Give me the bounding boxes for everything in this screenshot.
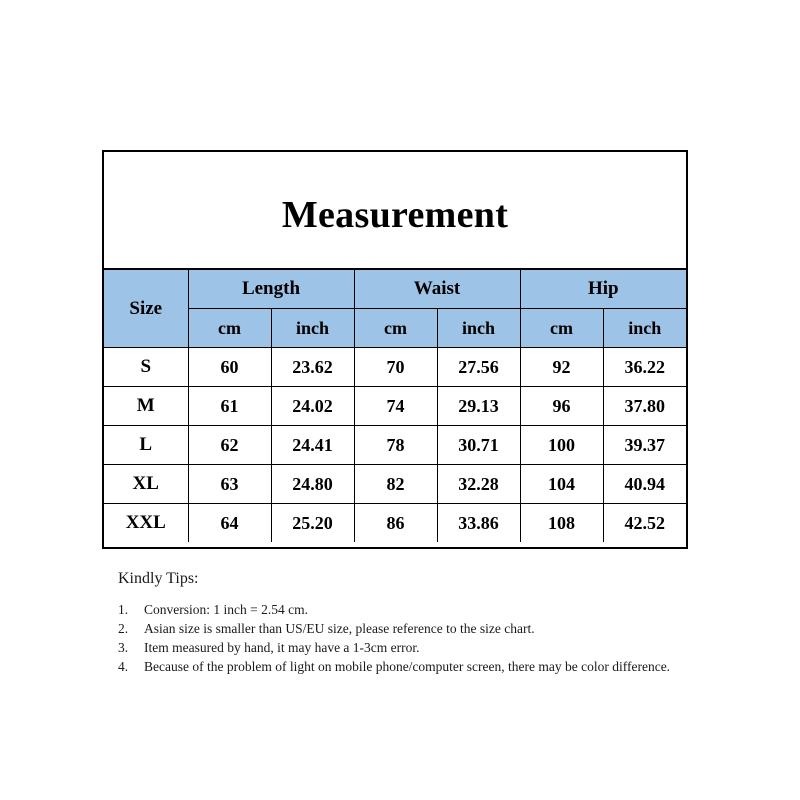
table-cell: 64: [188, 504, 271, 543]
table-row: [104, 465, 686, 504]
table-row: [104, 387, 686, 426]
table-cell: 63: [188, 465, 271, 504]
table-cell: 33.86: [437, 504, 520, 543]
unit-header-row: [104, 309, 686, 348]
group-header-waist: Waist: [354, 270, 520, 309]
tip-text: Because of the problem of light on mobile phone/computer screen, there may be color difference.: [144, 659, 671, 674]
tips-list: [118, 600, 698, 676]
table-cell: 25.20: [271, 504, 354, 543]
unit-header: cm: [354, 309, 437, 348]
group-header-row: [104, 270, 686, 309]
table-cell: 62: [188, 426, 271, 465]
tips-title: Kindly Tips:: [118, 570, 199, 587]
unit-header: inch: [603, 309, 686, 348]
table-cell: 37.80: [603, 387, 686, 426]
unit-header: inch: [271, 309, 354, 348]
size-cell: L: [104, 426, 188, 465]
unit-header: cm: [520, 309, 603, 348]
size-cell: XL: [104, 465, 188, 504]
table-cell: 78: [354, 426, 437, 465]
tip-text: Conversion: 1 inch = 2.54 cm.: [144, 602, 308, 617]
title-row: [104, 152, 686, 270]
table-cell: 40.94: [603, 465, 686, 504]
table-cell: 27.56: [437, 348, 520, 387]
table-cell: 86: [354, 504, 437, 543]
unit-header: cm: [188, 309, 271, 348]
table-cell: 24.41: [271, 426, 354, 465]
table-cell: 29.13: [437, 387, 520, 426]
table-cell: 39.37: [603, 426, 686, 465]
size-header: Size: [104, 270, 188, 348]
size-chart: [102, 150, 688, 549]
size-cell: XXL: [104, 504, 188, 543]
tip-number: 3.: [118, 640, 129, 655]
chart-title: Measurement: [281, 194, 509, 236]
list-item: [118, 657, 698, 676]
unit-header: inch: [437, 309, 520, 348]
table-cell: 82: [354, 465, 437, 504]
measurement-table: [104, 270, 686, 542]
table-cell: 42.52: [603, 504, 686, 543]
table-cell: 23.62: [271, 348, 354, 387]
table-cell: 32.28: [437, 465, 520, 504]
table-cell: 70: [354, 348, 437, 387]
table-cell: 104: [520, 465, 603, 504]
table-cell: 61: [188, 387, 271, 426]
table-cell: 24.80: [271, 465, 354, 504]
tip-number: 2.: [118, 621, 129, 636]
tip-text: Item measured by hand, it may have a 1-3cm error.: [144, 640, 420, 655]
table-cell: 108: [520, 504, 603, 543]
table-cell: 36.22: [603, 348, 686, 387]
table-cell: 96: [520, 387, 603, 426]
table-row: [104, 504, 686, 543]
table-row: [104, 426, 686, 465]
kindly-tips: [118, 570, 698, 676]
list-item: [118, 600, 698, 619]
list-item: [118, 638, 698, 657]
tip-number: 4.: [118, 659, 129, 674]
tip-number: 1.: [118, 602, 129, 617]
table-cell: 74: [354, 387, 437, 426]
table-cell: 92: [520, 348, 603, 387]
table-cell: 30.71: [437, 426, 520, 465]
table-row: [104, 348, 686, 387]
table-cell: 60: [188, 348, 271, 387]
list-item: [118, 619, 698, 638]
table-cell: 24.02: [271, 387, 354, 426]
group-header-length: Length: [188, 270, 354, 309]
size-cell: S: [104, 348, 188, 387]
size-cell: M: [104, 387, 188, 426]
group-header-hip: Hip: [520, 270, 686, 309]
table-cell: 100: [520, 426, 603, 465]
tip-text: Asian size is smaller than US/EU size, please reference to the size chart.: [144, 621, 535, 636]
